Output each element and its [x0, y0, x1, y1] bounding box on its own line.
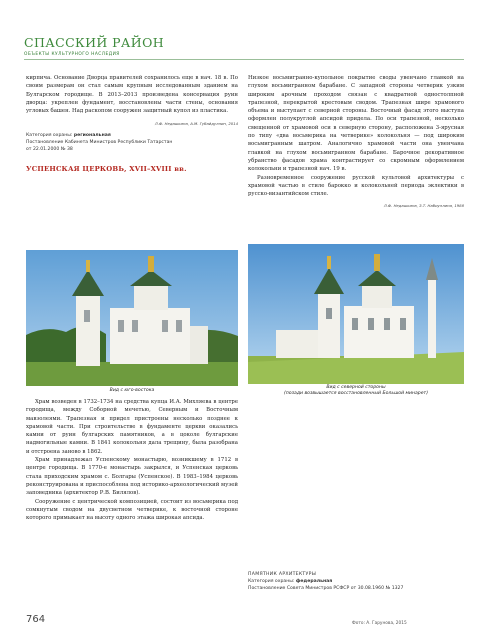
church-photo-north: [248, 244, 464, 384]
decree-line-2: от 22.01.2000 № 38: [26, 147, 73, 153]
author-credit-1: Л.Ф. Недашкина, А.М. Губайдуллин, 2014: [154, 121, 238, 127]
section-subtitle-header: ОБЪЕКТЫ КУЛЬТУРНОГО НАСЛЕДИЯ: [24, 52, 120, 57]
church-section-heading: УСПЕНСКАЯ ЦЕРКОВЬ, XVII–XVIII вв.: [26, 165, 187, 174]
author-credit-2: Л.Ф. Недашкина, З.Т. Набиуллина, 1988: [383, 203, 464, 209]
decree-line-1: Постановление Кабинета Министров Республики Татарстан: [26, 139, 173, 145]
photo1-caption: Вид с юго-востока: [109, 388, 155, 393]
category-label: Категория охраны:: [26, 132, 73, 138]
protection-category-regional: [26, 132, 238, 139]
right-column-top: [248, 74, 464, 211]
photo2-caption-line-1: Вид с северной стороны: [326, 385, 386, 390]
left-column-top: [26, 74, 238, 174]
monument-type: ПАМЯТНИК АРХИТЕКТУРЫ: [248, 572, 317, 577]
section-title-header: СПАССКИЙ РАЙОН: [24, 35, 165, 50]
left-paragraph-1: кирпича. Основание Дворца правителей сохранилось еще в нач. 18 в. По своим размерам он стал самым крупным исследованным зданием на Булгарском городище. В 2013–2013 произведена консервация руин дворца: укреплен фундамент, восстановлены части стены, основания угловых башен. Над раскопом сооружен защитный купол из пластика.: [26, 75, 238, 115]
left-paragraph-4: Сооружение с центрической композицией, состоит из восьмерика под сомкнутым сводом на двусветном четверике, к восточной стороне которого примыкает на высоту одного этажа широкая апсида.: [26, 498, 238, 522]
left-column-bottom: [26, 398, 238, 522]
protection-category-federal: [248, 578, 464, 585]
photo2-caption: [248, 385, 464, 398]
decree-federal: Постановление Совета Министров РСФСР от 30.08.1960 № 1327: [248, 586, 404, 592]
left-paragraph-3: Храм принадлежал Успенскому монастырю, возникшему в 1712 в центре городища. В 1770-е монастырь закрылся, и Успенская церковь стала приходским храмом с. Болгары (Успенское). В 1983–1984 церковь реконструирована и приспособлена под историко-археологический музей заповедника (архитектор Р.В. Билялов).: [26, 457, 238, 497]
page-number: 764: [26, 614, 46, 625]
category-value: региональная: [73, 132, 111, 138]
left-paragraph-2: Храм возведен в 1732–1734 на средства купца И.А. Михляева в центре городища, между Соборной мечетью, Северным и Восточным мавзолеями. Трапезная и придел пристроены несколько позднее к храмовой части. При строительстве в фундаменте церкви оказались камни от руин булгарских памятников, а в цоколе булгарские надмогильные камни. В 1841 колокольня дала трещину, была разобрана и отстроена заново в 1862.: [26, 399, 238, 455]
monument-protection-info: [248, 571, 464, 593]
photo2-caption-line-2: (позади возвышается восстановленный Большой минарет): [283, 391, 429, 397]
right-paragraph-2: Разновременное сооружение русской культовой архитектуры с храмовой частью в стиле барокко и колокольней периода эклектики в русско-византийском стиле.: [248, 174, 464, 198]
right-paragraph-1: Низкое восьмигранно-купольное покрытие своды увенчано главкой на глухом восьмигранном барабане. С западной стороны четверик узким широким арочным проходом связан с квадратной одностолпной трапезной, перекрытой крестовым сводом. Трапезная шире храмового объема и выступает с северной стороны. Восточный фасад этого выступа оформлен полукруглой апсидой придела. По оси трапезной, несколько смещенной от храмовой оси в северную сторону, расположена 3-ярусная по типу «два восьмерика на четверике» колокольня — под широким восьмигранным шатром. Аналогично храмовой части она увенчана главкой на глухом восьмигранном барабане. Барочное декоративное убранство фасадов храма контрастирует со скромным оформлением колокольни и трапезной нач. 19 в.: [248, 75, 464, 173]
category-label-right: Категория охраны:: [248, 579, 295, 585]
church-photo-southeast: [26, 250, 238, 386]
photo-credit: Фото: А. Гарунова, 2015: [352, 621, 407, 626]
header-divider: [24, 59, 464, 60]
category-value-right: федеральная: [295, 579, 333, 585]
